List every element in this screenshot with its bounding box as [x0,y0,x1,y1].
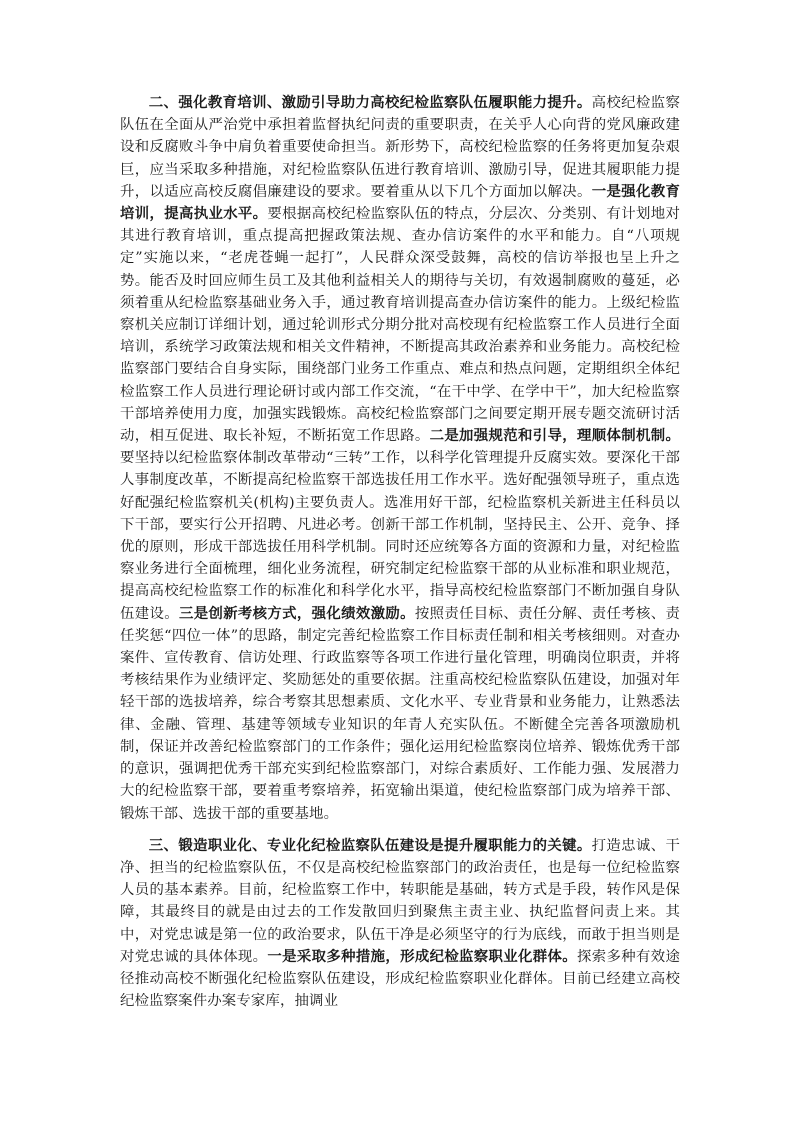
point-one-heading: 一是强化教育培训，提高执业水平。 [120,182,680,223]
body-text: 高校纪检监察队伍在全面从严治党中承担着监督执纪问责的重要职责，在关乎人心向背的党风廉政建设和反腐败斗争中肩负着重要使命担当。新形势下，高校纪检监察的任务将更加复杂艰巨，应当采取多种措施，对纪检监察队伍进行教育培训、激励引导，促进其履职能力提升，以适应高校反腐倡廉建设的要求。要着重从以下几个方面加以解决。 [120,95,680,200]
body-text: 打造忠诚、干净、担当的纪检监察队伍，不仅是高校纪检监察部门的政治责任，也是每一位纪检监察人员的基本素养。目前，纪检监察工作中，转职能是基础，转方式是手段，转作风是保障，其最终目的就是由过去的工作发散回归到聚焦主责主业、执纪监督问责上来。其中，对党忠诚是第一位的政治要求，队伍干净是必须坚守的行为底线，而敢于担当则是对党忠诚的具体体现。 [120,837,680,965]
body-text: 按照责任目标、责任分解、责任考核、责任奖惩“四位一体”的思路，制定完善纪检监察工作目标责任制和相关考核细则。对查办案件、宣传教育、信访处理、行政监察等各项工作进行量化管理，明确岗位职责，并将考核结果作为业绩评定、奖励惩处的重要依据。注重高校纪检监察队伍建设，加强对年轻干部的选拔培养，综合考察其思想素质、文化水平、专业背景和业务能力，让熟悉法律、金融、管理、基建等领域专业知识的年青人充实队伍。不断健全完善各项激励机制，保证并改善纪检监察部门的工作条件；强化运用纪检监察岗位培养、锻炼优秀干部的意识，强调把优秀干部充实到纪检监察部门，对综合素质好、工作能力强、发展潜力大的纪检监察干部，要着重考察培养，拓宽输出渠道，使纪检监察部门成为培养干部、锻炼干部、选拔干部的重要基地。 [120,605,680,822]
point-one-heading: 一是采取多种措施，形成纪检监察职业化群体。 [267,947,577,965]
point-two-heading: 二是加强规范和引导，理顺体制机制。 [429,427,680,445]
paragraph-section-three [120,835,680,1013]
section-three-heading: 三、锻造职业化、专业化纪检监察队伍建设是提升履职能力的关键。 [148,836,592,854]
point-three-heading: 三是创新考核方式，强化绩效激励。 [178,604,415,622]
paragraph-section-two [120,92,680,825]
section-two-heading: 二、强化教育培训、激励引导助力高校纪检监察队伍履职能力提升。 [148,94,592,111]
body-text: 要坚持以纪检监察体制改革带动“三转”工作，以科学化管理提升反腐实效。要深化干部人事制度改革，不断提高纪检监察干部选拔任用工作水平。选好配强领导班子，重点选好配强纪检监察机关(机构)主要负责人。选准用好干部，纪检监察机关新进主任科员以下干部，要实行公开招聘、凡进必考。创新干部工作机制，坚持民主、公开、竞争、择优的原则，形成干部选拔任用科学机制。同时还应统筹各方面的资源和力量，对纪检监察业务进行全面梳理，细化业务流程，研究制定纪检监察干部的从业标准和职业规范，提高高校纪检监察工作的标准化和科学化水平，指导高校纪检监察部门不断加强自身队伍建设。 [120,450,680,622]
document-page [120,92,680,1012]
body-text: 探索多种有效途径推动高校不断强化纪检监察队伍建设，形成纪检监察职业化群体。目前已经建立高校纪检监察案件办案专家库，抽调业 [120,948,680,1010]
body-text: 要根据高校纪检监察队伍的特点，分层次、分类别、有计划地对其进行教育培训，重点提高把握政策法规、查办信访案件的水平和能力。自“八项规定”实施以来，“老虎苍蝇一起打”，人民群众深受鼓舞，高校的信访举报也呈上升之势。能否及时回应师生员工及其他利益相关人的期待与关切，有效遏制腐败的蔓延，必须着重从纪检监察基础业务入手，通过教育培训提高查办信访案件的能力。上级纪检监察机关应制订详细计划，通过轮训形式分期分批对高校现有纪检监察工作人员进行全面培训，系统学习政策法规和相关文件精神，不断提高其政治素养和业务能力。高校纪检监察部门要结合自身实际，围绕部门业务工作重点、难点和热点问题，定期组织全体纪检监察工作人员进行理论研讨或内部工作交流，“在干中学、在学中干”，加大纪检监察干部培养使用力度，加强实践锻炼。高校纪检监察部门之间要定期开展专题交流研讨活动，相互促进、取长补短，不断拓宽工作思路。 [120,206,680,445]
